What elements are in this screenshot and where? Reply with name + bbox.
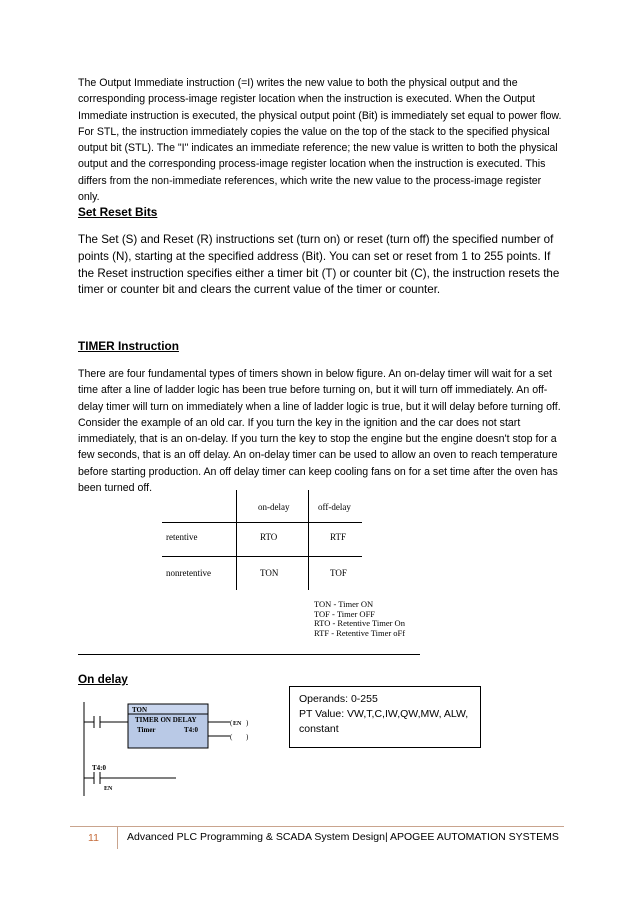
footer-text: Advanced PLC Programming & SCADA System Design| APOGEE AUTOMATION SYSTEMS (127, 831, 559, 843)
table-divider (162, 556, 362, 557)
operands-line: Operands: 0-255 (299, 693, 378, 705)
set-reset-paragraph: The Set (S) and Reset (R) instructions set (turn on) or reset (turn off) the specified number of points (N), starting at the specified address (Bit). You can set or reset from 1 to 255 points. If the Reset instruction specifies either a timer bit (T) or counter bit (C), the instruction resets the timer or counter bit and clears the current value of the timer or counter. (78, 233, 560, 297)
coil-dn-bracket: ) (246, 733, 249, 741)
footer-rule (70, 826, 564, 827)
legend-item: RTO - Retentive Timer On (314, 618, 405, 629)
timer-legend (314, 600, 405, 638)
intro-paragraph: The Output Immediate instruction (=I) writes the new value to both the physical output and the corresponding process-image register location when the instruction is executed. When the Output Immediate instruction is executed, the physical output point (Bit) is immediately set equal to power flow. For STL, the instruction immediately copies the value on the top of the stack to the specified physical output bit (STL). The "I" indicates an immediate reference; the new value is written to both the physical output and the corresponding process-image register location when the instruction is executed. This differs from the non-immediate references, which write the new value to the process-image register only. (78, 77, 562, 204)
coil-en-bracket: ( (230, 719, 233, 727)
timer-addr: T4:0 (184, 726, 198, 734)
row-label-retentive: retentive (166, 532, 198, 542)
legend-item: TON - Timer ON (314, 599, 374, 609)
cell-rto: RTO (260, 532, 278, 542)
contact-addr: T4:0 (92, 764, 106, 772)
table-divider (162, 522, 362, 523)
cell-rtf: RTF (330, 532, 346, 542)
table-divider (236, 490, 237, 590)
cell-ton: TON (260, 568, 279, 578)
page-number: 11 (70, 827, 118, 849)
coil-en-label: EN (233, 721, 242, 727)
timer-paragraph: There are four fundamental types of timers shown in below figure. An on-delay timer will wait for a set time after a line of ladder logic has been true before turning on, but it will turn off immediately. An off-delay timer will turn on immediately when a line of ladder logic is true, but it will delay before turning off. Consider the example of an old car. If you turn the key in the ignition and the car does not start immediately, that is an on-delay. If you turn the key to stop the engine but the engine doesn't stop for a few seconds, that is an off delay. An on-delay timer can be used to allow an oven to reach temperature before starting production. An off delay timer can keep cooling fans on for a set time after the oven has been turned off. (78, 368, 561, 495)
block-title: TON (132, 706, 148, 714)
col-header-on-delay: on-delay (258, 502, 290, 512)
block-name: TIMER ON DELAY (135, 716, 197, 724)
coil-en-bracket: ) (246, 719, 249, 727)
coil-dn-bracket: ( (230, 733, 233, 741)
row-label-nonretentive: nonretentive (166, 568, 211, 578)
operands-box (289, 686, 481, 748)
contact-bit: EN (104, 786, 113, 792)
ladder-diagram (80, 700, 260, 800)
pt-value-line-cont: constant (299, 723, 339, 735)
col-header-off-delay: off-delay (318, 502, 351, 512)
timer-label: Timer (137, 726, 156, 734)
table-divider (308, 490, 309, 590)
pt-value-line: PT Value: VW,T,C,IW,QW,MW, ALW, (299, 708, 469, 720)
section-separator (78, 654, 420, 655)
legend-item: TOF - Timer OFF (314, 608, 376, 619)
cell-tof: TOF (330, 568, 347, 578)
legend-item: RTF - Retentive Timer oFf (314, 627, 406, 638)
timer-types-table (162, 490, 362, 590)
set-reset-heading: Set Reset Bits (78, 205, 158, 219)
on-delay-heading: On delay (78, 672, 128, 686)
timer-heading: TIMER Instruction (78, 339, 179, 353)
